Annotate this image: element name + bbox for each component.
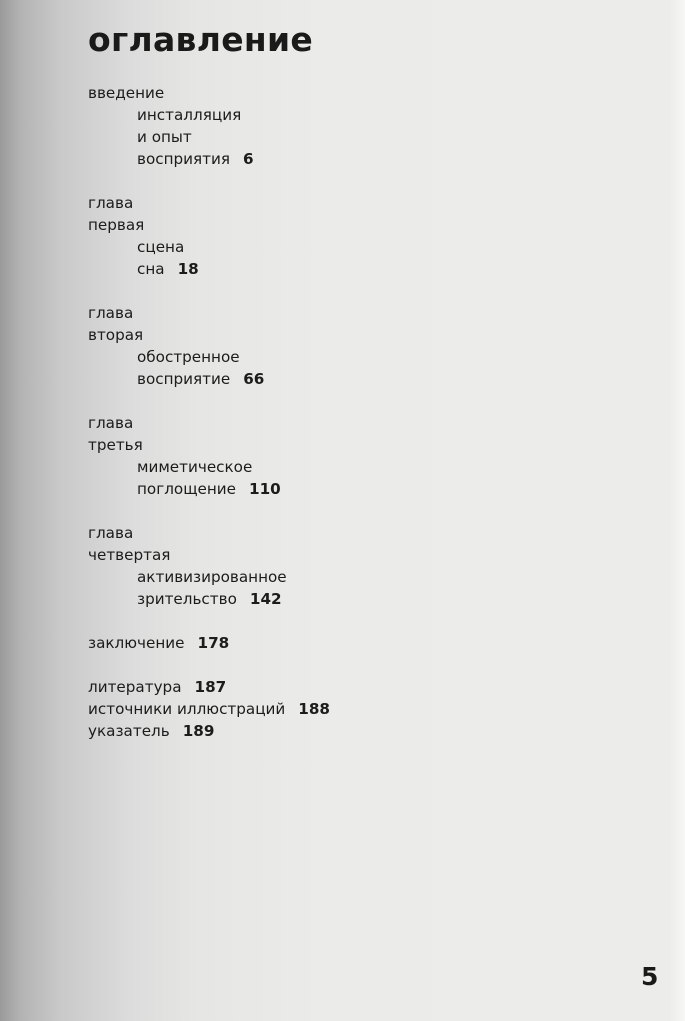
toc-intro-subtitle-line-1: инсталляция	[137, 106, 242, 124]
toc-illustrations-label: источники иллюстраций	[88, 700, 286, 718]
toc-ch2-subtitle-last: восприятие	[137, 370, 231, 388]
toc-ch2-word: глава	[88, 304, 134, 322]
toc-entry-chapter-4	[88, 522, 648, 610]
page-number: 5	[641, 962, 659, 991]
toc-intro-subtitle-line-3	[88, 148, 648, 170]
toc-entry-chapter-2	[88, 302, 648, 390]
toc-ch4-page: 142	[249, 590, 282, 608]
toc-ch2-subtitle-line-2	[88, 368, 648, 390]
toc-ch4-word: глава	[88, 524, 134, 542]
page-edge-highlight	[669, 0, 685, 1021]
table-of-contents	[88, 82, 648, 742]
toc-ch1-word: глава	[88, 194, 134, 212]
toc-ch2-subtitle-line-1: обостренное	[137, 348, 240, 366]
toc-ch2-page: 66	[243, 370, 265, 388]
toc-ch3-word: глава	[88, 414, 134, 432]
toc-entry-conclusion	[88, 632, 648, 654]
toc-ch4-ordinal: четвертая	[88, 546, 171, 564]
toc-intro-label: введение	[88, 84, 165, 102]
page-title: оглавление	[88, 20, 314, 59]
toc-index-page: 189	[182, 722, 215, 740]
toc-ch4-subtitle-line-1: активизированное	[137, 568, 287, 586]
toc-ch1-subtitle-line-2	[88, 258, 648, 280]
toc-ch1-page: 18	[177, 260, 199, 278]
toc-conclusion-page: 178	[197, 634, 230, 652]
toc-intro-page: 6	[243, 150, 254, 168]
toc-ch1-ordinal: первая	[88, 216, 145, 234]
toc-entry-index	[88, 720, 648, 742]
toc-index-label: указатель	[88, 722, 170, 740]
toc-intro-subtitle-line-2: и опыт	[137, 128, 192, 146]
toc-ch3-page: 110	[249, 480, 281, 498]
toc-conclusion-label: заключение	[88, 634, 185, 652]
toc-entry-chapter-3	[88, 412, 648, 500]
toc-ch2-ordinal: вторая	[88, 326, 144, 344]
toc-intro-subtitle-last: восприятия	[137, 150, 231, 168]
toc-ch1-subtitle-last: сна	[137, 260, 165, 278]
toc-literature-page: 187	[194, 678, 227, 696]
toc-ch4-subtitle-last: зрительство	[137, 590, 237, 608]
toc-illustrations-page: 188	[298, 700, 330, 718]
toc-entry-illustrations	[88, 698, 648, 720]
toc-ch1-subtitle-line-1: сцена	[137, 238, 185, 256]
toc-ch4-subtitle-line-2	[88, 588, 648, 610]
toc-entry-literature	[88, 676, 648, 698]
toc-ch3-ordinal: третья	[88, 436, 143, 454]
toc-entry-intro	[88, 82, 648, 170]
toc-ch3-subtitle-last: поглощение	[137, 480, 236, 498]
toc-ch3-subtitle-line-1: миметическое	[137, 458, 253, 476]
toc-entry-chapter-1	[88, 192, 648, 280]
toc-literature-label: литература	[88, 678, 182, 696]
toc-ch3-subtitle-line-2	[88, 478, 648, 500]
